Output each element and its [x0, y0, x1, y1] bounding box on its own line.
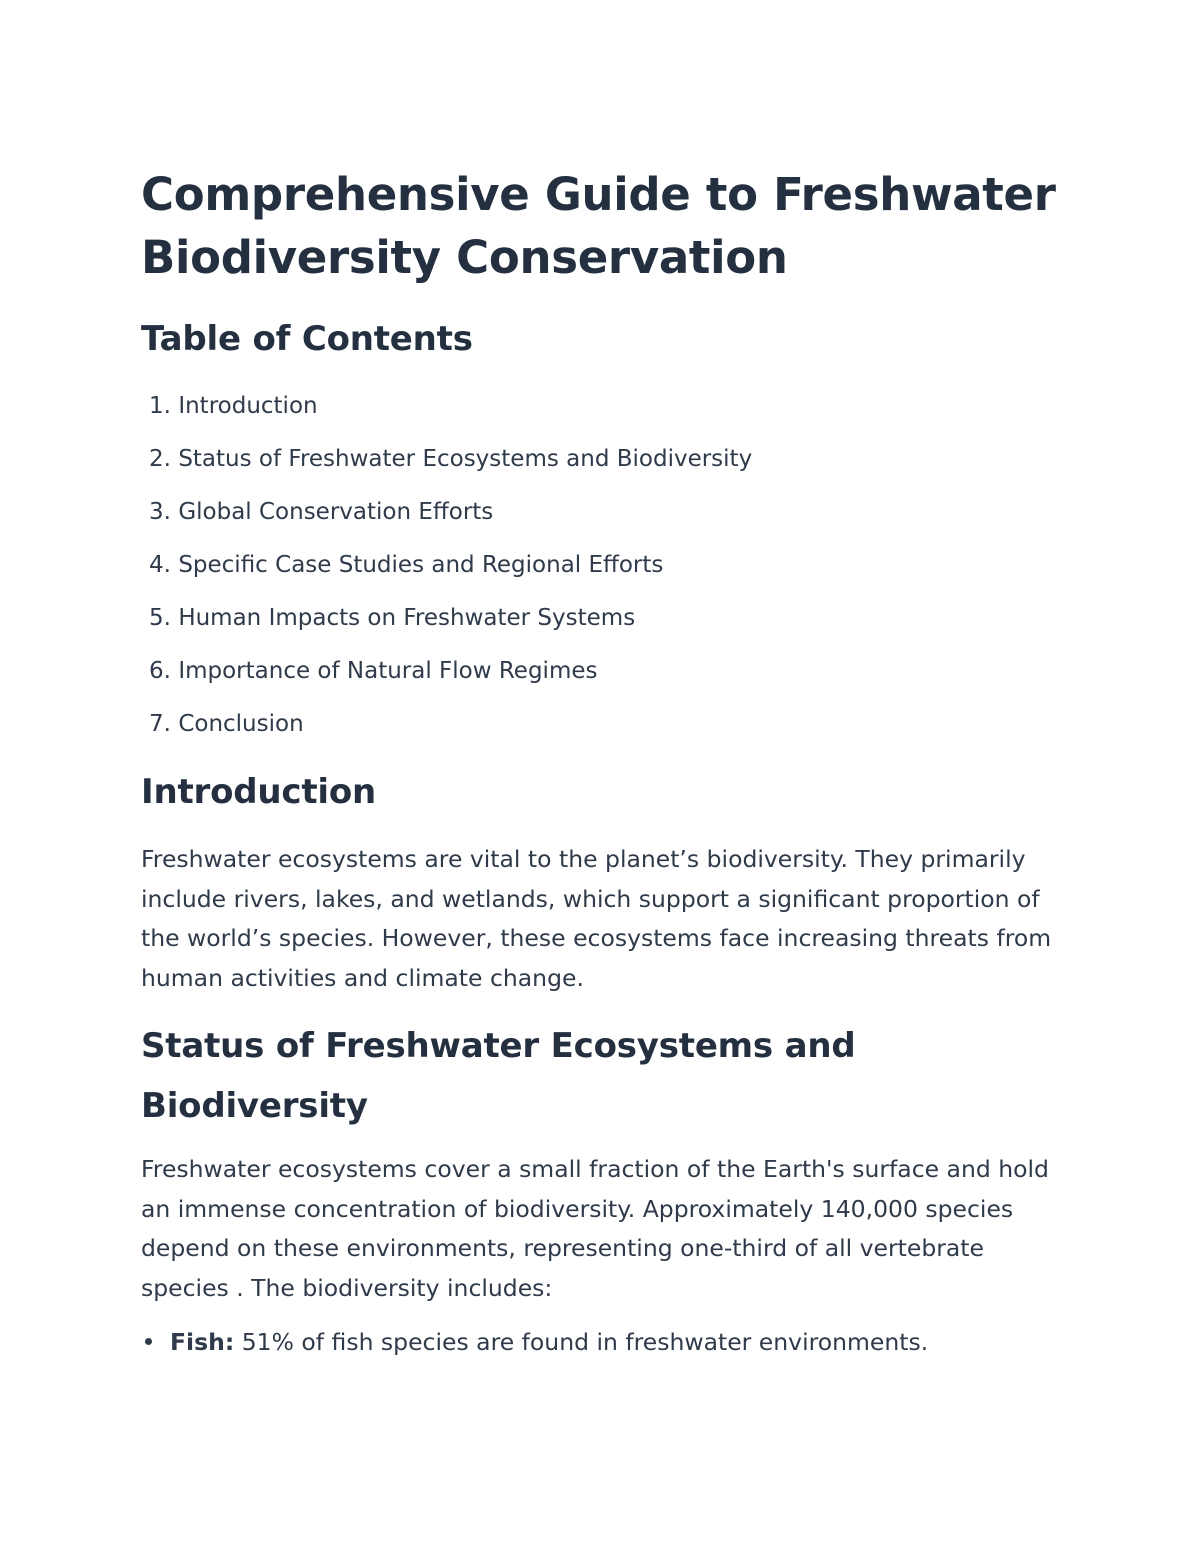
bullet-icon — [145, 1338, 152, 1345]
toc-item-number: 6. — [149, 658, 171, 684]
toc-item-number: 5. — [149, 605, 171, 631]
toc-item-number: 2. — [149, 446, 171, 472]
introduction-heading: Introduction — [141, 772, 377, 812]
toc-item-conclusion[interactable] — [141, 704, 752, 757]
list-item-text: 51% of fish species are found in freshwater environments. — [234, 1328, 929, 1356]
toc-item-number: 7. — [149, 711, 171, 737]
toc-item-label: Introduction — [178, 393, 318, 419]
toc-item-human-impacts[interactable] — [141, 598, 752, 651]
list-item-term: Fish: — [170, 1328, 235, 1356]
biodiversity-list — [141, 1322, 928, 1362]
toc-item-label: Conclusion — [178, 711, 304, 737]
toc-item-introduction[interactable] — [141, 386, 752, 439]
introduction-paragraph: Freshwater ecosystems are vital to the planet’s biodiversity. They primarily include rivers, lakes, and wetlands, which support a significant proportion of the world’s species. However, these ecosystems face increasing threats from human activities and climate change. — [141, 845, 1052, 993]
toc-item-label: Status of Freshwater Ecosystems and Biodiversity — [178, 446, 753, 472]
toc-item-number: 1. — [149, 393, 171, 419]
toc-item-flow-regimes[interactable] — [141, 651, 752, 704]
toc-heading: Table of Contents — [141, 319, 473, 359]
toc-item-number: 4. — [149, 552, 171, 578]
toc-item-label: Human Impacts on Freshwater Systems — [178, 605, 636, 631]
status-heading: Status of Freshwater Ecosystems and Biodiversity — [141, 1026, 856, 1126]
table-of-contents — [141, 386, 752, 757]
status-paragraph: Freshwater ecosystems cover a small fraction of the Earth's surface and hold an immense concentration of biodiversity. Approximately 140,000 species depend on these environments, representing one-third of all vertebrate species . The biodiversity includes: — [141, 1155, 1049, 1303]
toc-item-status[interactable] — [141, 439, 752, 492]
toc-item-label: Specific Case Studies and Regional Efforts — [178, 552, 664, 578]
toc-item-global-efforts[interactable] — [141, 492, 752, 545]
toc-item-label: Importance of Natural Flow Regimes — [178, 658, 598, 684]
list-item — [141, 1322, 928, 1362]
toc-item-number: 3. — [149, 499, 171, 525]
toc-item-case-studies[interactable] — [141, 545, 752, 598]
toc-item-label: Global Conservation Efforts — [178, 499, 494, 525]
document-title: Comprehensive Guide to Freshwater Biodiversity Conservation — [141, 168, 1056, 284]
